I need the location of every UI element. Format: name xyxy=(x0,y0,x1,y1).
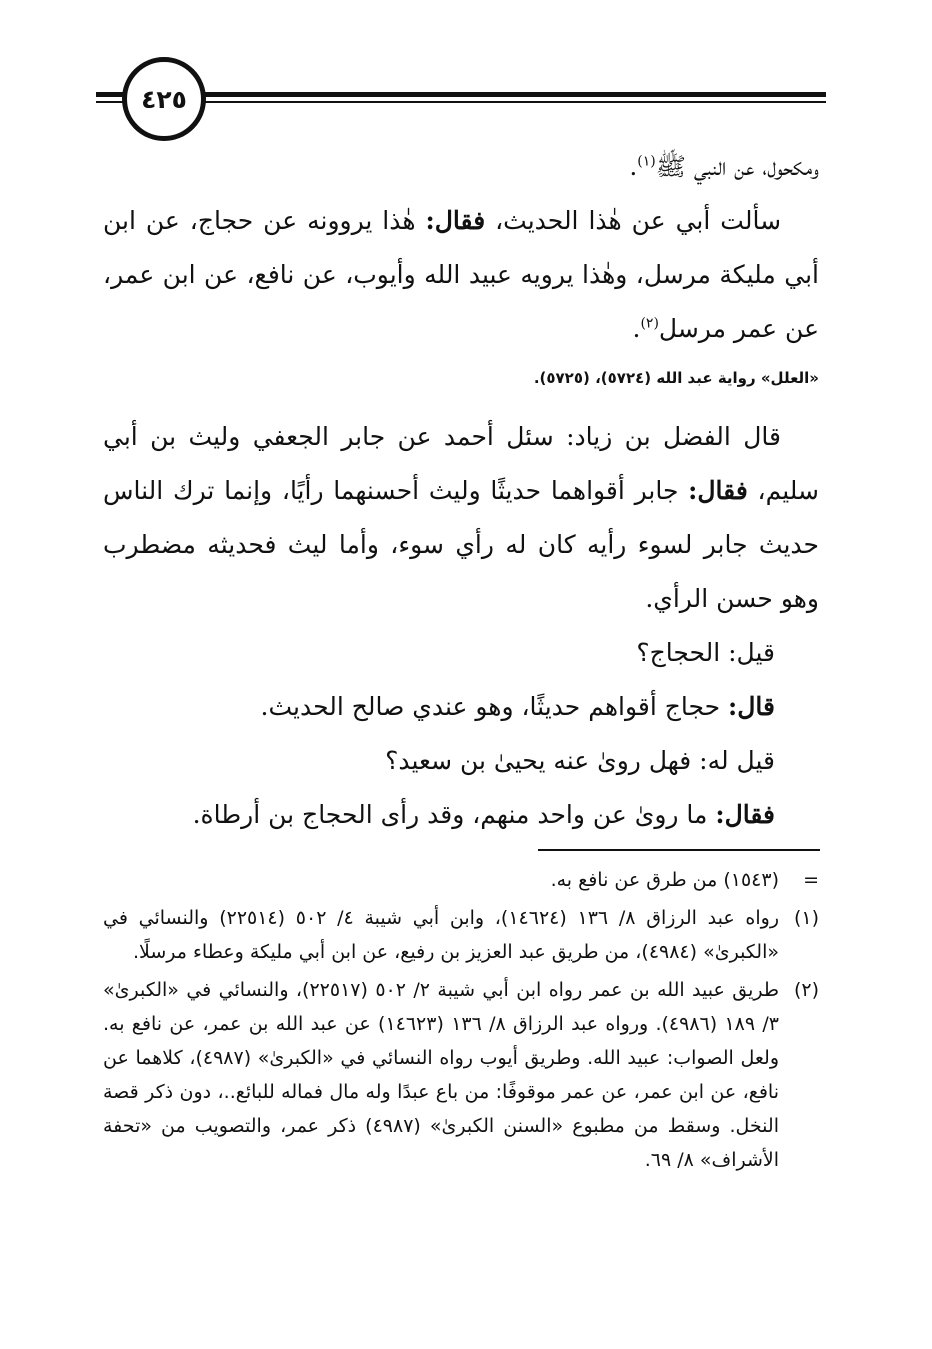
main-text xyxy=(103,140,819,842)
page-number-badge xyxy=(122,57,206,141)
paragraph-2-bold: فقال: xyxy=(425,206,486,235)
footnote-continuation xyxy=(103,863,819,897)
answer-1-bold: قال: xyxy=(728,692,775,721)
paragraph-1 xyxy=(103,140,819,194)
answer-1 xyxy=(103,680,819,734)
paragraph-2-text-b: هٰذا يروونه عن حجاج، عن ابن أبي مليكة مرسل، وهٰذا يرويه عبيد الله وأيوب، عن نافع، عن ابن عمر، عن عمر مرسل xyxy=(103,206,819,343)
paragraph-3-bold: فقال: xyxy=(688,476,748,505)
answer-1-text: حجاج أقواهم حديثًا، وهو عندي صالح الحديث. xyxy=(260,692,721,721)
answer-2-text: ما روىٰ عن واحد منهم، وقد رأى الحجاج بن أرطاة. xyxy=(192,800,708,829)
question-2: قيل له: فهل روىٰ عنه يحيىٰ بن سعيد؟ xyxy=(385,746,775,775)
footnote-text: رواه عبد الرزاق ٨/ ١٣٦ (١٤٦٢٤)، وابن أبي شيبة ٤/ ٥٠٢ (٢٢٥١٤) والنسائي في «الكبرىٰ» (٤٩٨٤)، من طريق عبد العزيز بن رفيع، عن ابن أبي مليكة وعطاء مرسلًا. xyxy=(103,907,780,963)
answer-2 xyxy=(103,788,819,842)
paragraph-3-text-a: قال الفضل بن زياد: سئل أحمد عن جابر الجعفي وليث بن أبي سليم، xyxy=(103,422,819,505)
paragraph-2-text-a: سألت أبي عن هٰذا الحديث، xyxy=(495,206,782,235)
page-header xyxy=(0,0,932,140)
answer-2-bold: فقال: xyxy=(715,800,775,829)
footnote-mark: (٢) xyxy=(793,979,819,1001)
footnote-separator xyxy=(538,849,820,851)
footnote-2 xyxy=(103,973,819,1177)
question-1: قيل: الحجاج؟ xyxy=(636,638,775,667)
footnotes xyxy=(103,863,819,1181)
paragraph-1-text: ومكحول، عن النبي ﷺ xyxy=(655,152,819,181)
footnote-1 xyxy=(103,901,819,969)
paragraph-3-text-b: جابر أقواهما حديثًا وليث أحسنهما رأيًا، وإنما ترك الناس حديث جابر لسوء رأيه كان له رأي سوء، وأما ليث فحديثه مضطرب وهو حسن الرأي. xyxy=(103,476,819,613)
source-citation: «العلل» رواية عبد الله (٥٧٢٤)، (٥٧٢٥). xyxy=(533,369,819,387)
footnote-ref-1: (١) xyxy=(637,153,656,170)
footnote-text: طريق عبيد الله بن عمر رواه ابن أبي شيبة ٢/ ٥٠٢ (٢٢٥١٧)، والنسائي في «الكبرىٰ» ٣/ ١٨٩ (٤٩٨٦). ورواه عبد الرزاق ٨/ ١٣٦ (١٤٦٢٣) عن عبد الله بن عمر، عن نافع به. ولعل الصواب: عبيد الله. وطريق أيوب رواه النسائي في «الكبرىٰ» (٤٩٨٧)، كلاهما عن نافع، عن ابن عمر، عن عمر موقوفًا: من باع عبدًا وله مال فماله للبائع..، دون ذكر قصة النخل. وسقط من مطبوع «السنن الكبرىٰ» (٤٩٨٧) ذكر عمر، والتصويب من «تحفة الأشراف» ٨/ ٦٩. xyxy=(103,979,780,1171)
paragraph-2-end: . xyxy=(632,314,641,343)
footnote-text: (١٥٤٣) من طرق عن نافع به. xyxy=(550,869,779,891)
footnote-mark: = xyxy=(803,869,819,891)
paragraph-1-end: . xyxy=(629,152,638,181)
footnote-ref-2: (٢) xyxy=(640,315,659,332)
paragraph-3 xyxy=(103,410,819,626)
footnote-mark: (١) xyxy=(793,907,819,929)
page-number: ٤٢٥ xyxy=(141,84,187,114)
paragraph-2 xyxy=(103,194,819,356)
